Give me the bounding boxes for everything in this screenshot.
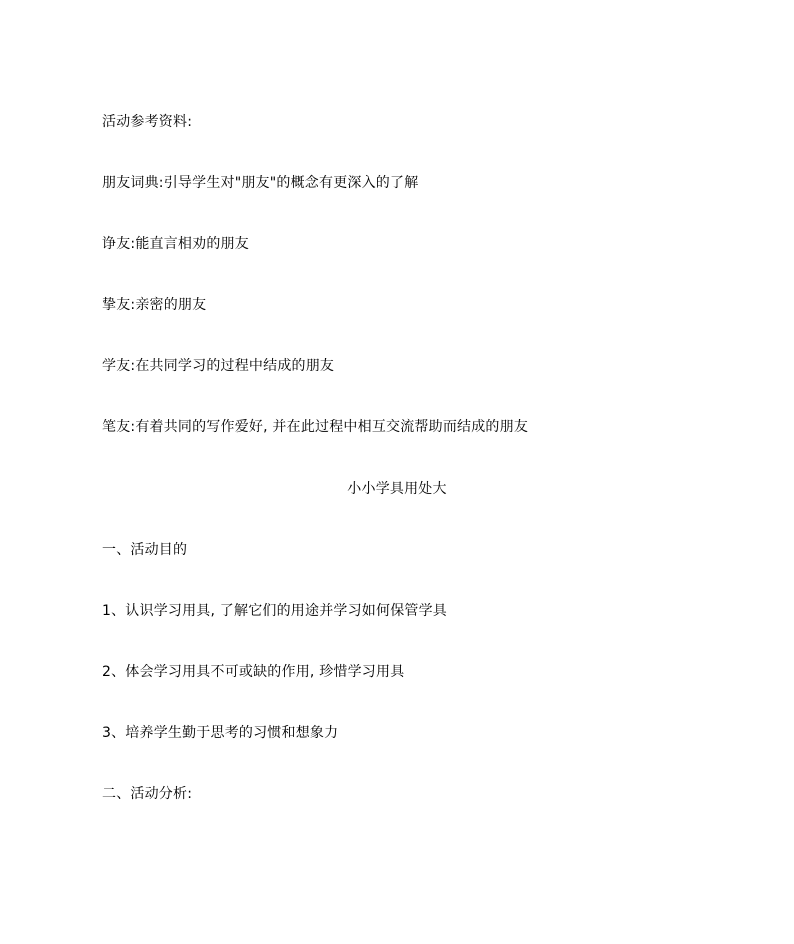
goal-item-1: 1、认识学习用具, 了解它们的用途并学习如何保管学具 (102, 603, 448, 619)
section-heading-analysis: 二、活动分析: (102, 786, 193, 802)
definition-zhengyou: 诤友:能直言相劝的朋友 (102, 236, 249, 252)
reference-heading: 活动参考资料: (102, 114, 193, 130)
section-heading-goals: 一、活动目的 (102, 542, 188, 558)
definition-biyou: 笔友:有着共同的写作爱好, 并在此过程中相互交流帮助而结成的朋友 (102, 419, 529, 435)
definition-zhiyou: 挚友:亲密的朋友 (102, 297, 207, 313)
document-title: 小小学具用处大 (347, 481, 447, 497)
goal-item-3: 3、培养学生勤于思考的习惯和想象力 (102, 725, 339, 741)
definition-xueyou: 学友:在共同学习的过程中结成的朋友 (102, 358, 335, 374)
friend-dictionary-line: 朋友词典:引导学生对"朋友"的概念有更深入的了解 (102, 175, 419, 191)
goal-item-2: 2、体会学习用具不可或缺的作用, 珍惜学习用具 (102, 664, 405, 680)
